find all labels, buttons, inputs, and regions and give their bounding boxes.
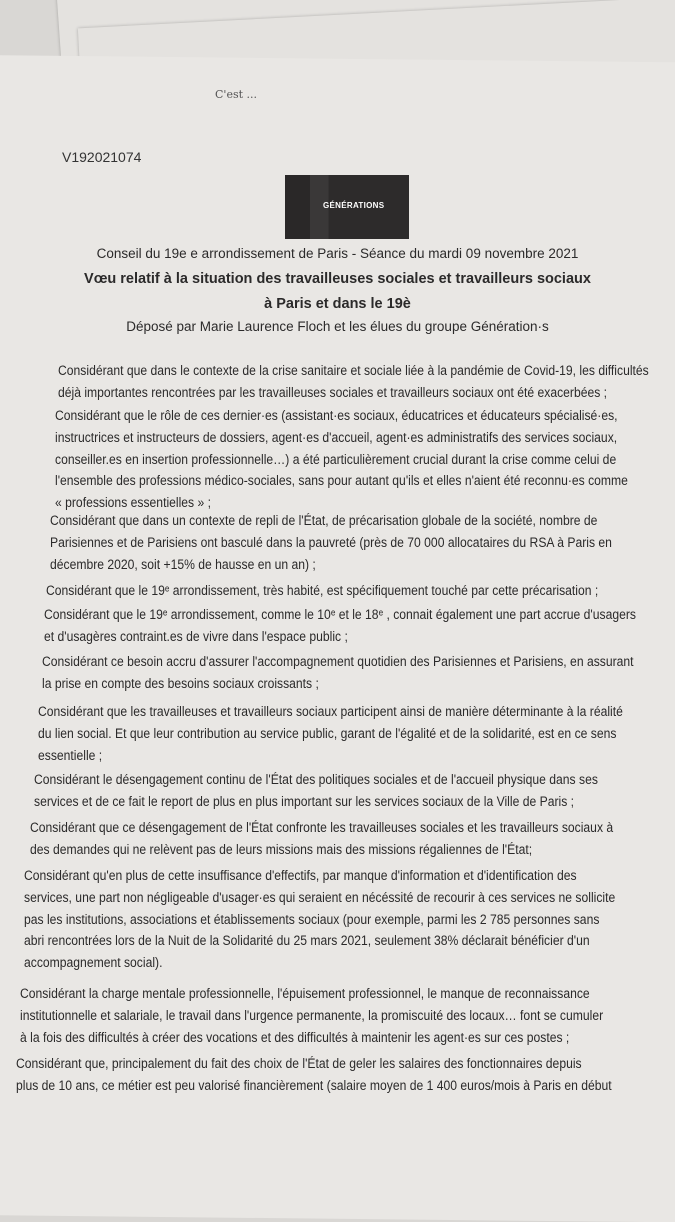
considerant-paragraph — [46, 580, 598, 602]
title-line-1 — [0, 271, 675, 287]
paragraph-line: Considérant que le 19ᵉ arrondissement, comme le 10ᵉ et le 18ᵉ , connait également une part accrue d'usagers — [44, 607, 636, 622]
paragraph-line: et d'usagères contraint.es de vivre dans l'espace public ; — [44, 628, 348, 644]
paragraph-line: services, une part non négligeable d'usager·es qui seraient en nécéssité de recourir à ces services ne sollicite — [24, 889, 616, 905]
paragraph-line: accompagnement social). — [24, 955, 163, 971]
paragraph-line: pas les institutions, associations et établissements sociaux (pour exemple, parmi les 2 785 personnes sans — [24, 911, 600, 927]
paragraph-line: Considérant que dans un contexte de repli de l'État, de précarisation globale de la société, nombre de — [50, 513, 598, 528]
considerant-paragraph — [16, 1053, 612, 1097]
considerant-paragraph — [34, 769, 598, 813]
paragraph-line: Considérant ce besoin accru d'assurer l'accompagnement quotidien des Parisiennes et Parisiens, en assurant — [42, 654, 634, 669]
paragraph-line: Considérant que les travailleuses et travailleurs sociaux participent ainsi de manière déterminante à la réalité — [38, 704, 623, 719]
handwritten-note: C'est ... — [215, 88, 258, 101]
paragraph-line: essentielle ; — [38, 747, 103, 763]
paragraph-line: des demandes qui ne relèvent pas de leurs missions mais des missions régaliennes de l'État; — [30, 841, 533, 857]
considerant-paragraph — [50, 510, 612, 575]
session-text: Conseil du 19e e arrondissement de Paris - Séance du mardi 09 novembre 2021 — [96, 246, 579, 261]
considerant-paragraph — [42, 651, 634, 695]
paragraph-line: Parisiennes et de Parisiens ont basculé dans la pauvreté (près de 70 000 allocataires du RSA à Paris en — [50, 534, 612, 550]
paragraph-line: institutionnelle et salariale, le travail dans l'urgence permanente, la promiscuité des locaux… font se cumuler — [20, 1007, 604, 1023]
paragraph-line: conseiller.es en insertion professionnelle…) a été particulièrement crucial durant la crise comme celui de — [55, 451, 617, 467]
paragraph-line: décembre 2020, soit +15% de hausse en un an) ; — [50, 556, 316, 572]
paragraph-line: « professions essentielles » ; — [55, 495, 212, 511]
paragraph-line: la prise en compte des besoins sociaux croissants ; — [42, 675, 319, 691]
title-line-2 — [0, 296, 675, 312]
considerant-paragraph — [58, 360, 649, 404]
generations-logo — [285, 175, 409, 239]
considerant-paragraph — [44, 604, 636, 648]
paragraph-line: services et de ce fait le report de plus en plus important sur les services sociaux de la Ville de Paris ; — [34, 793, 575, 809]
logo-text: GÉNÉRATIONS — [323, 201, 385, 210]
paragraph-line: Considérant qu'en plus de cette insuffisance d'effectifs, par manque d'information et d'identification des — [24, 868, 577, 883]
paragraph-line: du lien social. Et que leur contribution au service public, garant de l'égalité et de la solidarité, est en ce sens — [38, 725, 617, 741]
paragraph-line: à la fois des difficultés à créer des vocations et des difficultés à maintenir les agent·es sur ces postes ; — [20, 1029, 570, 1045]
paragraph-line: plus de 10 ans, ce métier est peu valorisé financièrement (salaire moyen de 1 400 euros/mois à Paris en début — [16, 1077, 612, 1093]
considerant-paragraph — [24, 865, 615, 974]
title-text-1: Vœu relatif à la situation des travailleuses sociales et travailleurs sociaux — [84, 271, 591, 287]
title-text-2: à Paris et dans le 19è — [264, 296, 411, 312]
session-line — [0, 246, 675, 261]
considerant-paragraph — [20, 983, 603, 1048]
depositor-text: Déposé par Marie Laurence Floch et les élues du groupe Génération·s — [126, 319, 549, 334]
paragraph-line: instructrices et instructeurs de dossiers, agent·es d'accueil, agent·es administratifs des services sociaux, — [55, 429, 618, 445]
depositor-line — [0, 319, 675, 334]
paragraph-line: Considérant le désengagement continu de l'État des politiques sociales et de l'accueil physique dans ses — [34, 772, 598, 787]
document-reference: V192021074 — [62, 149, 142, 165]
paragraph-line: Considérant que le rôle de ces dernier·es (assistant·es sociaux, éducatrices et éducateurs spécialisé·es, — [55, 408, 618, 423]
paragraph-line: l'ensemble des professions médico-sociales, sans pour autant qu'ils et elles n'aient été reconnu·es comme — [55, 473, 628, 489]
paragraph-line: Considérant que le 19ᵉ arrondissement, très habité, est spécifiquement touché par cette précarisation ; — [46, 583, 599, 598]
paragraph-line: Considérant que dans le contexte de la crise sanitaire et sociale liée à la pandémie de Covid-19, les difficultés — [58, 363, 649, 378]
paragraph-line: Considérant que, principalement du fait des choix de l'État de geler les salaires des fonctionnaires depuis — [16, 1056, 582, 1071]
paragraph-line: déjà importantes rencontrées par les travailleuses sociales et travailleurs sociaux ont été exacerbées ; — [58, 384, 608, 400]
paragraph-line: Considérant que ce désengagement de l'État confronte les travailleuses sociales et les travailleurs sociaux à — [30, 820, 614, 835]
paragraph-line: Considérant la charge mentale professionnelle, l'épuisement professionnel, le manque de reconnaissance — [20, 986, 590, 1001]
considerant-paragraph — [38, 701, 623, 766]
considerant-paragraph — [55, 405, 628, 514]
considerant-paragraph — [30, 817, 613, 861]
paragraph-line: abri rencontrées lors de la Nuit de la Solidarité du 25 mars 2021, seulement 38% déclarait bénéficier d'un — [24, 933, 590, 949]
